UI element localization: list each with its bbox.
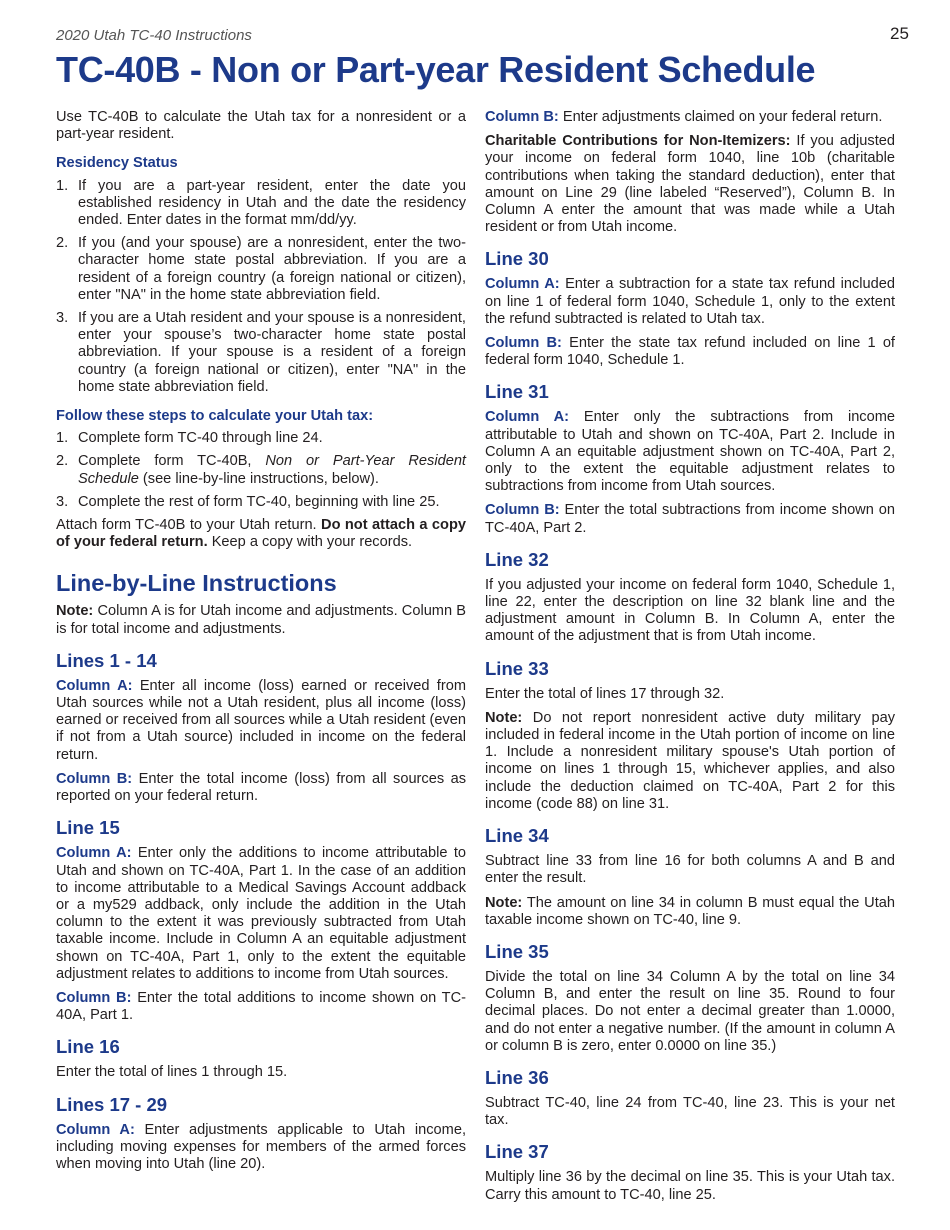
line-heading: Line 35 [485,940,549,962]
step2-pre: Complete form TC-40B, [78,453,266,470]
body-paragraph: Subtract TC-40, line 24 from TC-40, line 23. This is your net tax. [485,1094,895,1129]
list-text [78,453,466,487]
charitable-paragraph [485,133,895,236]
column-text: Enter only the additions to income attributable to Utah and shown on TC-40A, Part 1. In the case of an addition to income attributable to a Medical Savings Account addback or a my529 addback, only include the addition in the Utah column to the extent it was previously subtracted from Utah taxable income. Include in Column A an equitable adjustment shown on TC-40A, Part 1, only to the extent the equitable adjustment relates to additions to income from Utah sources. [56,845,466,982]
column-b-paragraph [485,502,895,536]
list-number: 3. [56,310,69,327]
column-label: Column A: [56,1121,135,1138]
column-a-paragraph [485,409,895,495]
step2-post: (see line-by-line instructions, below). [138,470,379,487]
column-text: Enter the total additions to income shown on TC-40A, Part 1. [56,989,466,1024]
attach-pre: Attach form TC-40B to your Utah return. [56,517,322,534]
column-text: Enter only the subtractions from income attributable to Utah and shown on TC-40A, Part 2. Include in Column A an equitable adjustment shown on TC-40A, Part 2, only to the extent the equitable adjustment relates to subtractions from income from Utah sources. [485,409,895,495]
steps-heading: Follow these steps to calculate your Utah tax: [56,408,374,425]
section-heading: Line-by-Line Instructions [56,570,337,597]
column-label: Column A: [485,409,570,426]
list-number: 2. [56,235,69,252]
column-a-paragraph [56,678,466,764]
schedule-name: Non or Part-Year Resident Schedule [78,453,466,487]
note-paragraph [485,895,895,929]
page-number: 25 [890,24,909,43]
steps-list [56,430,466,511]
left-column [56,109,466,1180]
column-a-paragraph [56,1122,466,1174]
note-text: Do not report nonresident active duty military pay included in federal income in the Utah portion of income on line 1. Include a nonresident military spouse's Utah portion of income on lines 1 through 15, whichever applies, and also include the deduction claimed on TC-40A, Part 2 for this income (code 88) on line 31. [485,709,895,812]
list-text: If you are a Utah resident and your spouse is a nonresident, enter your spouse’s two-character home state postal abbreviation. If your spouse is a resident of a foreign country (a foreign national or citizen), enter "NA" in the home state abbreviation field. [78,310,466,395]
line-heading: Lines 1 - 14 [56,649,157,671]
line-heading: Line 36 [485,1066,549,1088]
column-text: Enter the total subtractions from income shown on TC-40A, Part 2. [485,502,895,536]
body-paragraph: Enter the total of lines 1 through 15. [56,1064,288,1081]
body-paragraph: Multiply line 36 by the decimal on line 35. This is your Utah tax. Carry this amount to TC-40, line 25. [485,1169,895,1203]
list-text: If you (and your spouse) are a nonresident, enter the two-character home state postal abbreviation. If you are a resident of a foreign country (a foreign national or citizen), enter "NA" in the home state abbreviation field. [78,235,466,303]
body-paragraph: Divide the total on line 34 Column A by the total on line 34 Column B, and enter the result on line 35. Round to four decimal places. Do not enter a decimal greater than 1.0000, and do not enter a negative number. (If the amount in column A or column B is zero, enter 0.0000 on line 35.) [485,968,895,1054]
line-heading: Line 33 [485,657,549,679]
charitable-label: Charitable Contributions for Non-Itemizers: [485,133,791,150]
attach-paragraph [56,517,466,551]
column-a-paragraph [56,845,466,983]
column-text: Enter the total income (loss) from all sources as reported on your federal return. [56,770,466,805]
list-item [56,494,466,511]
attach-bold: Do not attach a copy of your federal return. [56,517,466,551]
list-text: Complete the rest of form TC-40, beginning with line 25. [78,493,440,510]
column-label: Column B: [485,109,559,125]
list-item [56,235,466,304]
note-label: Note: [56,603,94,620]
column-text: Enter all income (loss) earned or received from Utah sources while not a Utah resident, plus all income (loss) earned or received from all sources while a Utah resident (even if not from a Utah source) included in income on the federal return. [56,677,466,763]
list-text: Complete form TC-40 through line 24. [78,430,323,447]
column-label: Column B: [485,502,560,519]
line-heading: Line 31 [485,381,549,403]
list-item [56,310,466,396]
list-number: 2. [56,453,69,470]
residency-list [56,178,466,396]
line-heading: Line 30 [485,248,549,270]
column-b-paragraph [56,771,466,805]
column-label: Column A: [56,677,133,694]
list-number: 1. [56,430,69,447]
note-paragraph [485,710,895,813]
attach-post: Keep a copy with your records. [207,534,413,551]
note-text: Column A is for Utah income and adjustments. Column B is for total income and adjustments. [56,603,466,637]
column-text: Enter the state tax refund included on line 1 of federal form 1040, Schedule 1. [485,335,895,369]
body-paragraph: If you adjusted your income on federal form 1040, Schedule 1, line 22, enter the description on line 32 blank line and the adjustment amount in Column B. In Column A, enter the amount of the adjustment that is from Utah income. [485,576,895,645]
body-paragraph: Subtract line 33 from line 16 for both columns A and B and enter the result. [485,853,895,887]
column-b-paragraph [485,109,895,126]
line-heading: Line 34 [485,825,549,847]
list-text: If you are a part-year resident, enter the date you established residency in Utah and the date the residency ended. Enter dates in the format mm/dd/yy. [78,177,466,229]
list-item [56,453,466,487]
column-text: Enter adjustments applicable to Utah income, including moving expenses for members of the armed forces when moving into Utah (line 20). [56,1121,466,1172]
column-a-paragraph [485,276,895,328]
note-text: The amount on line 34 in column B must equal the Utah taxable income shown on TC-40, line 9. [485,894,895,928]
column-label: Column B: [485,335,562,352]
column-b-paragraph [56,990,466,1024]
list-number: 1. [56,177,69,194]
column-text: Enter a subtraction for a state tax refund included on line 1 of federal form 1040, Schedule 1, only to the extent the refund subtracted is related to Utah tax. [485,276,895,327]
line-heading: Line 32 [485,548,549,570]
note-label: Note: [485,709,523,726]
body-paragraph: Enter the total of lines 17 through 32. [485,685,725,702]
header-subtitle: 2020 Utah TC-40 Instructions [56,27,252,44]
intro-paragraph: Use TC-40B to calculate the Utah tax for a nonresident or a part-year resident. [56,109,466,143]
line-heading: Line 15 [56,817,120,839]
column-label: Column B: [56,989,132,1006]
note-label: Note: [485,894,523,911]
list-item [56,178,466,230]
residency-heading: Residency Status [56,155,178,172]
column-label: Column A: [485,276,560,293]
column-text: Enter adjustments claimed on your federal return. [558,109,883,125]
column-b-paragraph [485,335,895,369]
line-heading: Line 37 [485,1141,549,1163]
page-title: TC-40B - Non or Part-year Resident Schedule [56,49,816,90]
column-label: Column B: [56,770,133,787]
list-number: 3. [56,493,69,510]
line-heading: Line 16 [56,1036,120,1058]
note-paragraph [56,603,466,637]
column-label: Column A: [56,845,132,862]
list-item [56,430,466,447]
line-heading: Lines 17 - 29 [56,1093,168,1115]
right-column [485,109,895,1211]
charitable-text: If you adjusted your income on federal form 1040, line 10b (charitable contributions when taking the standard deduction), enter that amount on Line 29 (line labeled “Reserved”), Column B. In Column A enter the amount that was made while a Utah resident or from Utah income. [485,133,895,236]
